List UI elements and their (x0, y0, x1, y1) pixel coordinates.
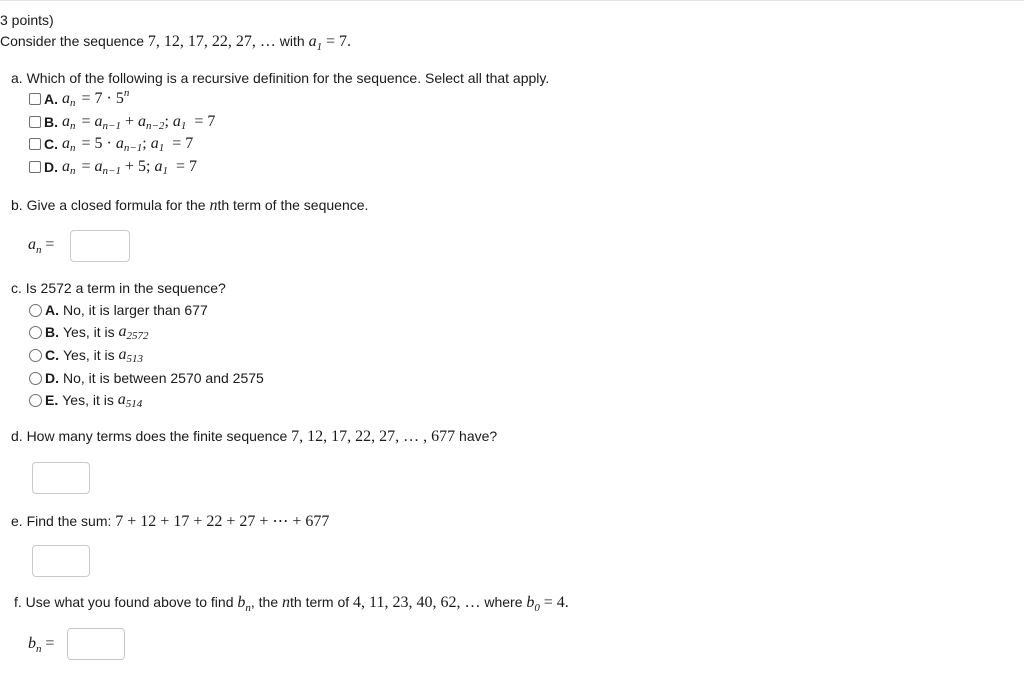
sequence-expression: 7, 12, 17, 22, 27, … (147, 33, 276, 50)
part-c-question: c. Is 2572 a term in the sequence? (11, 280, 226, 296)
part-e-answer-input[interactable] (32, 545, 90, 577)
sum-expression: 7 + 12 + 17 + 22 + 27 + ⋯ + 677 (115, 513, 330, 530)
option-b-checkbox-row[interactable]: B. a n = a n−1 + a n−2 ; a 1 = 7 (29, 112, 215, 132)
part-f-lhs: $b_n$ = (28, 635, 55, 655)
problem-statement: Consider the sequence 7, 12, 17, 22, 27, … with $a_1 = 7$. (0, 33, 351, 53)
b-sequence: 4, 11, 23, 40, 62, … (353, 594, 481, 611)
part-b-answer-input[interactable] (70, 230, 130, 262)
radio-button[interactable] (29, 304, 42, 317)
radio-button[interactable] (29, 326, 42, 339)
top-border (0, 0, 1024, 1)
part-a-question: a. Which of the following is a recursive definition for the sequence. Select all that apply. (11, 70, 550, 86)
option-b-radio-row[interactable]: B. Yes, it is a 2572 (29, 322, 149, 342)
part-d-answer-input[interactable] (32, 462, 90, 494)
option-a-radio-row[interactable]: A. No, it is larger than 677 (29, 300, 208, 320)
checkbox[interactable] (29, 161, 41, 173)
option-a-checkbox-row[interactable]: A. a n = 7 · 5 n (29, 89, 129, 109)
part-b-question: b. Give a closed formula for the nth term of the sequence. (11, 197, 369, 214)
checkbox[interactable] (29, 116, 41, 128)
option-d-checkbox-row[interactable]: D. a n = a n−1 + 5; a 1 = 7 (29, 157, 197, 177)
checkbox[interactable] (29, 93, 41, 105)
part-f-answer-input[interactable] (67, 628, 125, 660)
radio-button[interactable] (29, 372, 42, 385)
part-b-lhs: $a_n$ = (28, 236, 55, 256)
option-d-radio-row[interactable]: D. No, it is between 2570 and 2575 (29, 368, 264, 388)
part-f-question: f. Use what you found above to find $b_n$, the nth term of 4, 11, 23, 40, 62, … where $b_0 = 4$. (14, 594, 569, 614)
checkbox[interactable] (29, 138, 41, 150)
option-c-checkbox-row[interactable]: C. a n = 5 · a n−1 ; a 1 = 7 (29, 134, 193, 154)
radio-button[interactable] (29, 349, 42, 362)
radio-button[interactable] (29, 394, 42, 407)
points-label: 3 points) (0, 12, 54, 28)
finite-sequence: 7, 12, 17, 22, 27, … , 677 (291, 428, 456, 445)
option-c-radio-row[interactable]: C. Yes, it is a 513 (29, 345, 143, 365)
part-e-question: e. Find the sum: 7 + 12 + 17 + 22 + 27 + ⋯ + 677 (11, 513, 330, 530)
part-d-question: d. How many terms does the finite sequence 7, 12, 17, 22, 27, … , 677 have? (11, 428, 498, 445)
option-e-radio-row[interactable]: E. Yes, it is a 514 (29, 390, 142, 410)
